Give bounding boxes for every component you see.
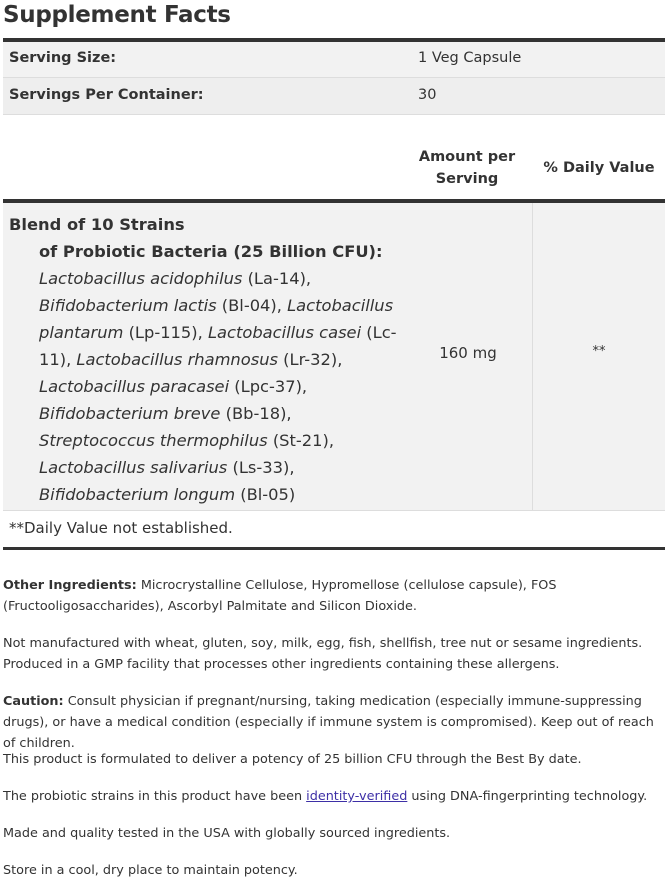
strain-species: Lactobacillus rhamnosus: [76, 350, 278, 369]
strain-species: Lactobacillus acidophilus: [39, 269, 243, 288]
blend-name-line1: Blend of 10 Strains: [9, 215, 185, 234]
daily-value-header: % Daily Value: [543, 160, 655, 176]
strain-species: Bifidobacterium lactis: [39, 296, 217, 315]
other-ingredients-label: Other Ingredients:: [3, 578, 137, 593]
servings-per-container-value: 30: [418, 87, 437, 103]
servings-per-container-label: Servings Per Container:: [9, 87, 204, 103]
caution-label: Caution:: [3, 694, 64, 709]
amount-per-serving-header: [410, 146, 524, 190]
storage-statement: Store in a cool, dry place to maintain potency.: [3, 863, 298, 878]
other-ingredients: [3, 575, 665, 617]
identity-verified-link[interactable]: identity-verified: [306, 789, 408, 804]
strain-code: (La-14),: [242, 269, 312, 288]
other-ingredients-text: Microcrystalline Cellulose, Hypromellose (cellulose capsule), FOS (Fructooligosaccharides), Ascorbyl Palmitate and Silicon Dioxide.: [3, 578, 557, 614]
verification-statement: [3, 786, 665, 807]
strain-code: (Bl-05): [235, 485, 296, 504]
blend-name: [9, 211, 404, 508]
strain-species: Streptococcus thermophilus: [39, 431, 268, 450]
strain-species: Lactobacillus plantarum: [39, 296, 394, 342]
strain-species: Lactobacillus salivarius: [39, 458, 228, 477]
strain-code: (Bl-04),: [216, 296, 288, 315]
blend-amount: 160 mg: [439, 344, 497, 362]
strain-code: (Lpc-37),: [229, 377, 308, 396]
amount-header-line1: Amount per: [418, 149, 516, 165]
strain-list: [9, 265, 404, 508]
verified-after: using DNA-fingerprinting technology.: [407, 789, 648, 804]
serving-size-label: Serving Size:: [9, 50, 117, 66]
servings-per-container-row: [3, 78, 665, 115]
blend-row: [3, 203, 665, 511]
allergen-statement: [3, 633, 665, 675]
strain-code: (Lc-11),: [39, 323, 397, 369]
caution-statement: [3, 691, 665, 754]
allergen-line2: Produced in a GMP facility that processes other ingredients containing these allergens.: [3, 657, 560, 672]
allergen-line1: Not manufactured with wheat, gluten, soy, milk, egg, fish, shellfish, tree nut or sesame ingredients.: [3, 636, 643, 651]
made-in-statement: Made and quality tested in the USA with globally sourced ingredients.: [3, 826, 451, 841]
strain-species: Bifidobacterium breve: [39, 404, 221, 423]
potency-statement: This product is formulated to deliver a potency of 25 billion CFU through the Best By date.: [3, 752, 582, 767]
strain-code: (Bb-18),: [220, 404, 292, 423]
supplement-facts-title: Supplement Facts: [3, 2, 231, 28]
serving-size-value: 1 Veg Capsule: [418, 50, 522, 66]
strain-species: Lactobacillus paracasei: [39, 377, 230, 396]
strain-code: (St-21),: [267, 431, 335, 450]
strain-species: Lactobacillus casei: [207, 323, 362, 342]
strain-code: (Ls-33),: [227, 458, 295, 477]
caution-text: Consult physician if pregnant/nursing, taking medication (especially immune-suppressing drugs), or have a medical condition (especially if immune system is compromised). Keep out of reach of children.: [3, 694, 654, 751]
amount-header-line2: Serving: [435, 171, 499, 187]
blend-name-line2: of Probiotic Bacteria (25 Billion CFU):: [39, 242, 383, 261]
serving-size-row: [3, 42, 665, 78]
blend-daily-value: **: [592, 344, 606, 359]
verified-before: The probiotic strains in this product have been: [3, 789, 307, 804]
strain-code: (Lr-32),: [278, 350, 343, 369]
strain-code: (Lp-115),: [123, 323, 208, 342]
daily-value-footnote: **Daily Value not established.: [9, 519, 233, 537]
strain-species: Bifidobacterium longum: [39, 485, 236, 504]
footnote-bar: [3, 547, 665, 550]
